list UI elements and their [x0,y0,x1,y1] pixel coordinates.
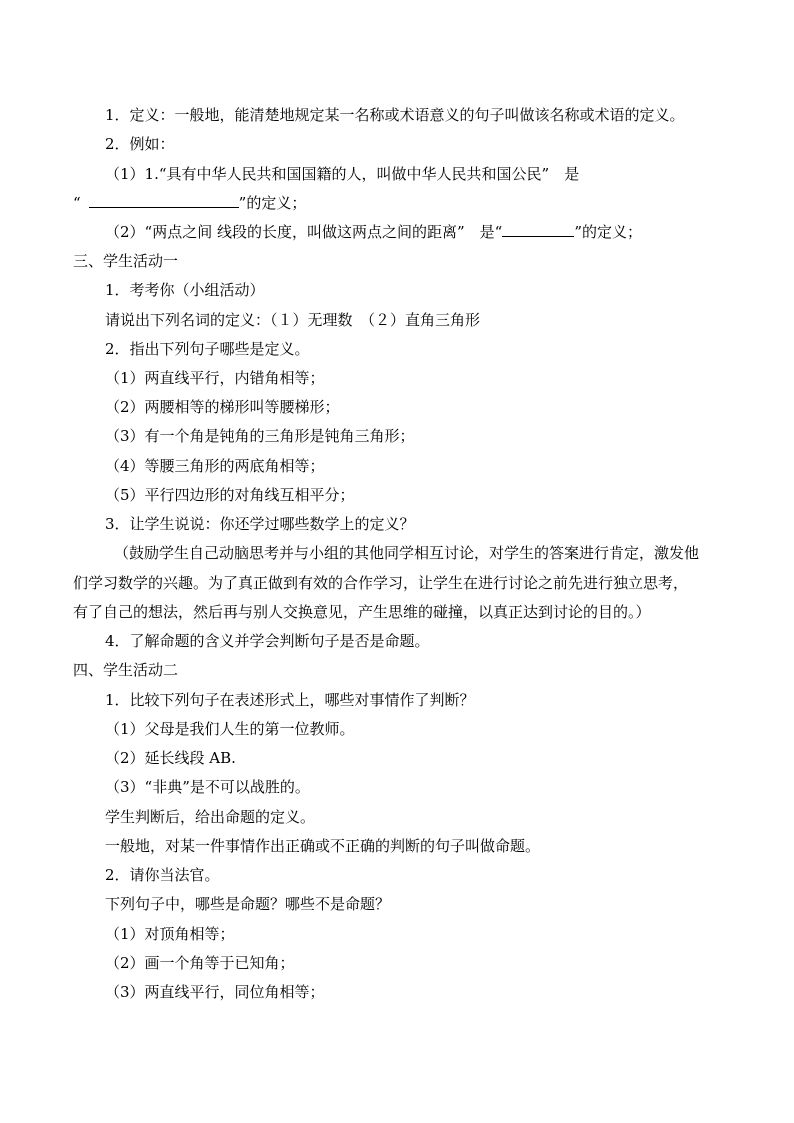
activity-1-item-4: 4．了解命题的含义并学会判断句子是否是命题。 [105,632,430,650]
list-item: （3）“非典”是不可以战胜的。 [105,778,310,796]
note-line: 们学习数学的兴趣。为了真正做到有效的合作学习，让学生在进行讨论之前先进行独立思考， [73,574,689,592]
list-item: （2）延长线段 AB. [105,749,236,767]
activity-1-item-3: 3．让学生说说：你还学过哪些数学上的定义？ [105,515,415,533]
example-item: 2．例如： [105,135,175,153]
fill-blank [89,190,239,208]
activity-1-item-1: 1．考考你（小组活动） [105,281,265,299]
note-line: （鼓励学生自己动脑思考并与小组的其他同学相互讨论，对学生的答案进行肯定，激发他 [114,544,700,562]
list-item: （2）两腰相等的梯形叫等腰梯形； [105,398,340,416]
activity-2-item-2: 2．请你当法官。 [105,866,220,884]
example-1-line-1: （1）1.“具有中华人民共和国国籍的人，叫做中华人民共和国公民” 是 [105,165,580,183]
list-item: （1）对顶角相等； [105,925,235,943]
fill-blank [502,219,574,237]
section-heading-activity-1: 三、学生活动一 [73,252,179,270]
list-item: （1）两直线平行，内错角相等； [105,369,325,387]
list-item: （5）平行四边形的对角线互相平分； [105,486,355,504]
list-item: （3）有一个角是钝角的三角形是钝角三角形； [105,427,415,445]
activity-1-item-2: 2．指出下列句子哪些是定义。 [105,340,310,358]
definition-item: 1．定义：一般地，能清楚地规定某一名称或术语意义的句子叫做该名称或术语的定义。 [105,106,685,124]
activity-2-item-2-prompt: 下列句子中，哪些是命题？哪些不是命题？ [105,895,391,913]
list-item: （4）等腰三角形的两底角相等； [105,457,325,475]
after-judge-text: 学生判断后，给出命题的定义。 [105,808,316,826]
section-heading-activity-2: 四、学生活动二 [73,661,179,679]
activity-2-item-1: 1．比较下列句子在表述形式上，哪些对事情作了判断？ [105,691,475,709]
activity-1-item-1-prompt: 请说出下列名词的定义：（１）无理数 （２）直角三角形 [105,311,481,329]
proposition-definition: 一般地，对某一件事情作出正确或不正确的判断的句子叫做命题。 [105,837,541,855]
list-item: （1）父母是我们人生的第一位教师。 [105,720,355,738]
note-line: 有了自己的想法，然后再与别人交换意见，产生思维的碰撞，以真正达到讨论的目的。） [73,603,651,621]
list-item: （3）两直线平行，同位角相等； [105,983,325,1001]
example-2-line: （2）“两点之间 线段的长度，叫做这两点之间的距离” 是“ ”的定义； [105,218,642,247]
list-item: （2）画一个角等于已知角； [105,954,295,972]
example-1-line-2: “ ”的定义； [73,189,306,218]
